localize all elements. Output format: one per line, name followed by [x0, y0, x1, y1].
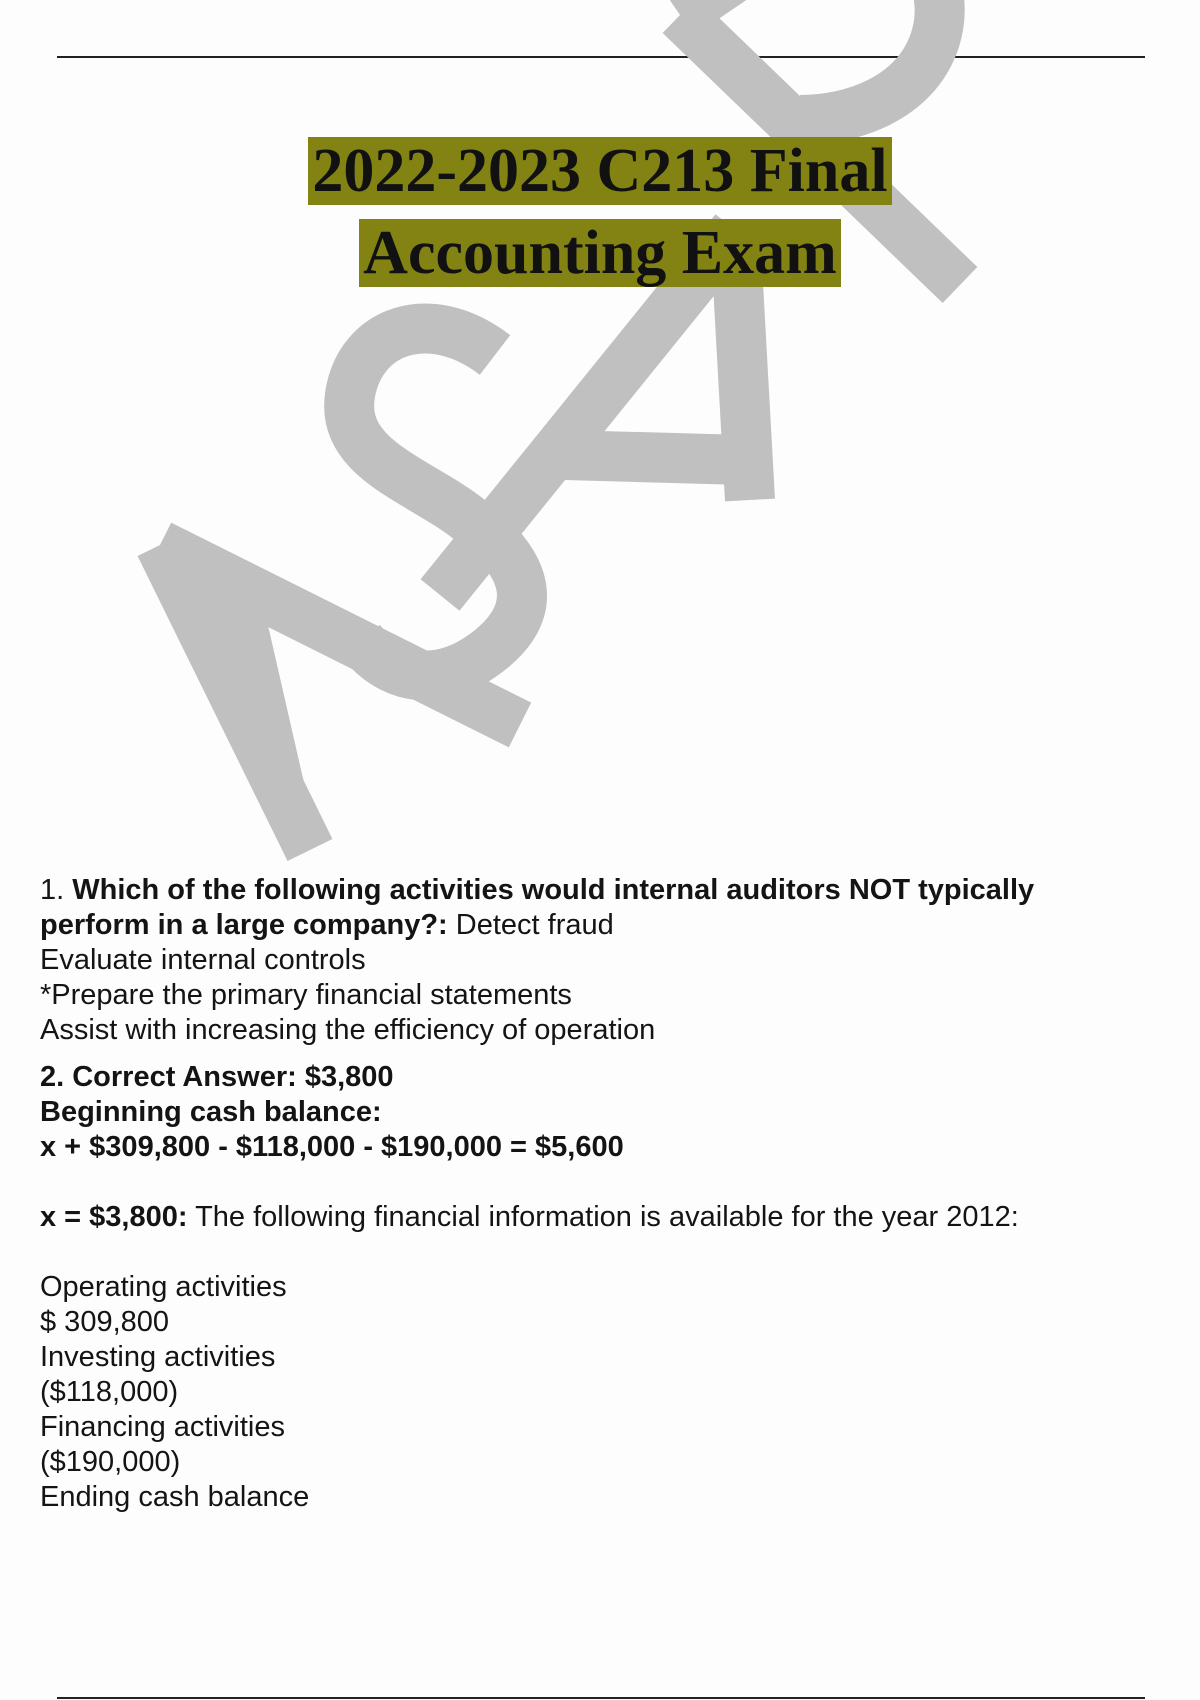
q2-result-line [40, 1200, 1150, 1235]
q1-option-2: Evaluate internal controls [40, 944, 366, 976]
q2-beginning-label: Beginning cash balance: [40, 1096, 382, 1128]
question-1 [40, 873, 1150, 943]
q1-option-1: Detect fraud [455, 909, 614, 941]
q2-item: Financing activities [40, 1411, 285, 1443]
q2-item: Ending cash balance [40, 1481, 310, 1513]
q2-statement: The following financial information is available for the year 2012: [195, 1201, 1019, 1233]
q2-item: $ 309,800 [40, 1306, 170, 1338]
bottom-rule [57, 1697, 1145, 1699]
q2-item: ($190,000) [40, 1446, 181, 1478]
q1-option-4: Assist with increasing the efficiency of operation [40, 1014, 656, 1046]
q1-question: Which of the following activities would internal auditors NOT typically perform in a large company?: [40, 874, 1035, 941]
q2-item: Investing activities [40, 1341, 276, 1373]
q1-option-3: *Prepare the primary financial statements [40, 979, 572, 1011]
q2-equation: x + $309,800 - $118,000 - $190,000 = $5,600 [40, 1131, 624, 1163]
title-line-1: 2022-2023 C213 Final [308, 137, 891, 205]
document-title [0, 130, 1200, 294]
q1-number: 1. [40, 874, 73, 906]
q2-item: ($118,000) [40, 1376, 179, 1408]
top-rule [57, 56, 1145, 58]
q2-correct-answer: 2. Correct Answer: $3,800 [40, 1061, 394, 1093]
document-body [40, 873, 1150, 1515]
title-line-2: Accounting Exam [359, 219, 841, 287]
q2-item: Operating activities [40, 1271, 287, 1303]
q2-result: x = $3,800: [40, 1201, 188, 1233]
